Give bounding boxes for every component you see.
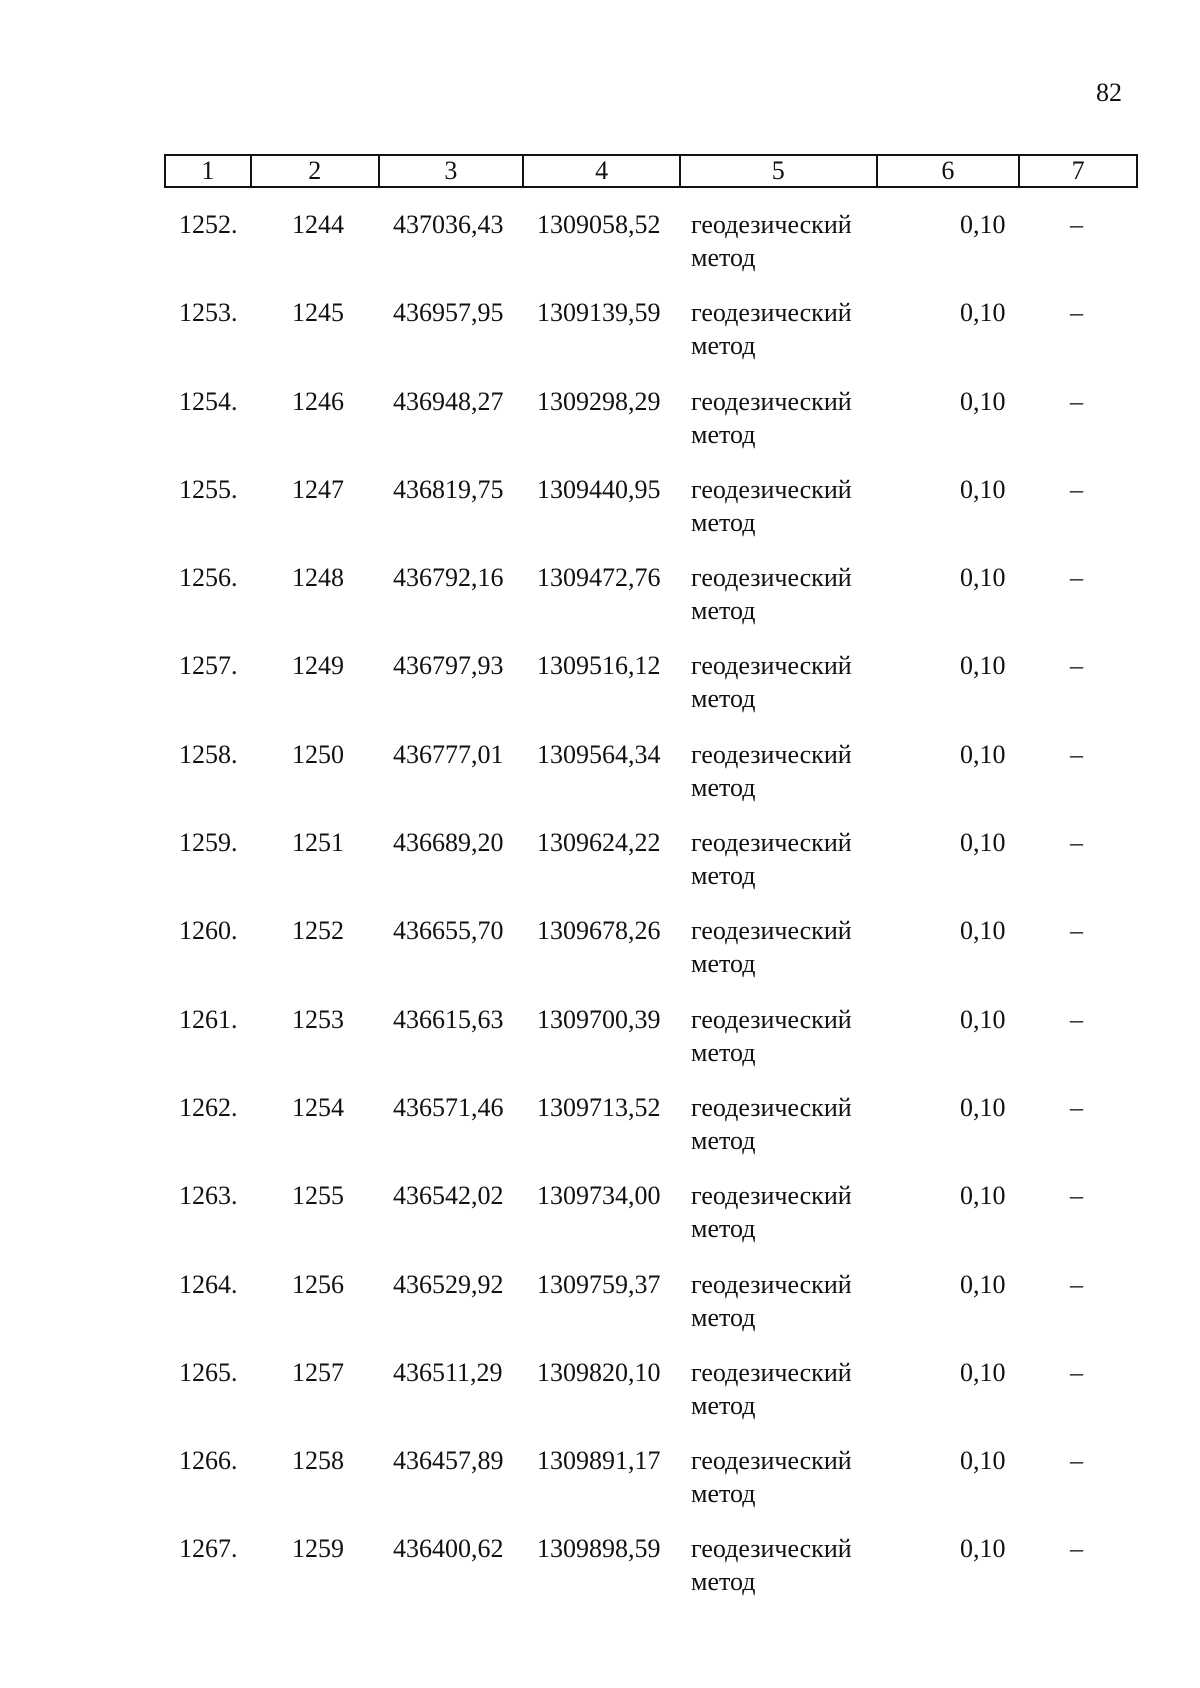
method-cell	[691, 1003, 891, 1069]
method-line-2: метод	[691, 772, 756, 802]
x-coordinate-cell: 437036,43	[393, 210, 504, 239]
method-line-2: метод	[691, 1390, 756, 1420]
method-line-1: геодезический	[691, 298, 852, 328]
accuracy-cell: 0,10	[960, 210, 1006, 239]
point-number-cell: 1246	[292, 386, 344, 416]
method-line-1: геодезический	[691, 828, 852, 858]
y-coordinate-cell: 1309759,37	[537, 1269, 661, 1299]
y-coordinate-cell: 1309472,76	[537, 563, 661, 593]
accuracy-cell: 0,10	[960, 563, 1006, 593]
method-cell	[691, 1268, 891, 1334]
header-cell-1: 1	[166, 156, 252, 186]
method-cell	[691, 738, 891, 804]
note-cell: –	[1070, 1269, 1083, 1299]
x-coordinate-cell: 436400,62	[393, 1534, 504, 1564]
x-coordinate-cell: 436615,63	[393, 1004, 504, 1034]
method-cell	[691, 1091, 891, 1157]
y-coordinate-cell: 1309564,34	[537, 739, 661, 769]
method-line-2: метод	[691, 1214, 756, 1244]
row-number-cell: 1262.	[179, 1092, 238, 1122]
note-cell: –	[1070, 828, 1083, 858]
method-line-1: геодезический	[691, 386, 852, 416]
method-line-1: геодезический	[691, 210, 852, 239]
method-line-2: метод	[691, 1567, 756, 1597]
point-number-cell: 1244	[292, 210, 344, 239]
table-row	[164, 649, 1138, 737]
row-number-cell: 1254.	[179, 386, 238, 416]
note-cell: –	[1070, 1092, 1083, 1122]
table-row	[164, 738, 1138, 826]
y-coordinate-cell: 1309891,17	[537, 1446, 661, 1476]
method-line-1: геодезический	[691, 916, 852, 946]
accuracy-cell: 0,10	[960, 1269, 1006, 1299]
method-line-1: геодезический	[691, 1092, 852, 1122]
method-line-2: метод	[691, 1479, 756, 1509]
point-number-cell: 1255	[292, 1181, 344, 1211]
table-row	[164, 1091, 1138, 1179]
row-number-cell: 1267.	[179, 1534, 238, 1564]
row-number-cell: 1263.	[179, 1181, 238, 1211]
point-number-cell: 1252	[292, 916, 344, 946]
note-cell: –	[1070, 651, 1083, 681]
method-line-1: геодезический	[691, 1446, 852, 1476]
table-row	[164, 1179, 1138, 1267]
x-coordinate-cell: 436792,16	[393, 563, 504, 593]
accuracy-cell: 0,10	[960, 828, 1006, 858]
x-coordinate-cell: 436957,95	[393, 298, 504, 328]
note-cell: –	[1070, 1357, 1083, 1387]
accuracy-cell: 0,10	[960, 651, 1006, 681]
x-coordinate-cell: 436655,70	[393, 916, 504, 946]
method-cell	[691, 208, 891, 274]
accuracy-cell: 0,10	[960, 1092, 1006, 1122]
method-line-1: геодезический	[691, 1534, 852, 1564]
note-cell: –	[1070, 916, 1083, 946]
table-row	[164, 296, 1138, 384]
row-number-cell: 1260.	[179, 916, 238, 946]
y-coordinate-cell: 1309898,59	[537, 1534, 661, 1564]
table-row	[164, 1268, 1138, 1356]
method-cell	[691, 385, 891, 451]
method-cell	[691, 1532, 891, 1598]
accuracy-cell: 0,10	[960, 1534, 1006, 1564]
note-cell: –	[1070, 739, 1083, 769]
method-cell	[691, 649, 891, 715]
row-number-cell: 1255.	[179, 474, 238, 504]
accuracy-cell: 0,10	[960, 916, 1006, 946]
y-coordinate-cell: 1309678,26	[537, 916, 661, 946]
row-number-cell: 1265.	[179, 1357, 238, 1387]
coordinates-table-body	[164, 208, 1138, 1621]
method-line-2: метод	[691, 1302, 756, 1332]
x-coordinate-cell: 436542,02	[393, 1181, 504, 1211]
y-coordinate-cell: 1309700,39	[537, 1004, 661, 1034]
method-line-1: геодезический	[691, 563, 852, 593]
accuracy-cell: 0,10	[960, 739, 1006, 769]
method-line-1: геодезический	[691, 1181, 852, 1211]
accuracy-cell: 0,10	[960, 1181, 1006, 1211]
method-line-2: метод	[691, 684, 756, 714]
method-cell	[691, 473, 891, 539]
note-cell: –	[1070, 474, 1083, 504]
table-row	[164, 1532, 1138, 1620]
method-line-2: метод	[691, 507, 756, 537]
y-coordinate-cell: 1309058,52	[537, 210, 661, 239]
note-cell: –	[1070, 1004, 1083, 1034]
method-line-1: геодезический	[691, 1357, 852, 1387]
point-number-cell: 1253	[292, 1004, 344, 1034]
table-row	[164, 826, 1138, 914]
y-coordinate-cell: 1309734,00	[537, 1181, 661, 1211]
point-number-cell: 1258	[292, 1446, 344, 1476]
note-cell: –	[1070, 1181, 1083, 1211]
x-coordinate-cell: 436511,29	[393, 1357, 503, 1387]
method-line-2: метод	[691, 861, 756, 891]
x-coordinate-cell: 436797,93	[393, 651, 504, 681]
x-coordinate-cell: 436529,92	[393, 1269, 504, 1299]
table-row	[164, 561, 1138, 649]
note-cell: –	[1070, 1446, 1083, 1476]
method-line-1: геодезический	[691, 474, 852, 504]
table-row	[164, 914, 1138, 1002]
note-cell: –	[1070, 210, 1083, 239]
method-line-2: метод	[691, 243, 756, 272]
y-coordinate-cell: 1309440,95	[537, 474, 661, 504]
method-cell	[691, 1444, 891, 1510]
header-cell-6: 6	[878, 156, 1021, 186]
note-cell: –	[1070, 386, 1083, 416]
header-cell-3: 3	[380, 156, 525, 186]
accuracy-cell: 0,10	[960, 386, 1006, 416]
x-coordinate-cell: 436457,89	[393, 1446, 504, 1476]
header-cell-2: 2	[252, 156, 380, 186]
table-row	[164, 385, 1138, 473]
method-cell	[691, 1356, 891, 1422]
method-cell	[691, 561, 891, 627]
row-number-cell: 1252.	[179, 210, 238, 239]
header-cell-4: 4	[524, 156, 681, 186]
y-coordinate-cell: 1309516,12	[537, 651, 661, 681]
method-line-2: метод	[691, 331, 756, 361]
method-line-2: метод	[691, 596, 756, 626]
point-number-cell: 1257	[292, 1357, 344, 1387]
row-number-cell: 1258.	[179, 739, 238, 769]
point-number-cell: 1247	[292, 474, 344, 504]
y-coordinate-cell: 1309139,59	[537, 298, 661, 328]
method-line-1: геодезический	[691, 1004, 852, 1034]
note-cell: –	[1070, 563, 1083, 593]
accuracy-cell: 0,10	[960, 1357, 1006, 1387]
point-number-cell: 1248	[292, 563, 344, 593]
accuracy-cell: 0,10	[960, 1446, 1006, 1476]
method-line-1: геодезический	[691, 651, 852, 681]
row-number-cell: 1259.	[179, 828, 238, 858]
y-coordinate-cell: 1309624,22	[537, 828, 661, 858]
table-row	[164, 1356, 1138, 1444]
x-coordinate-cell: 436689,20	[393, 828, 504, 858]
method-cell	[691, 914, 891, 980]
table-row	[164, 208, 1138, 296]
row-number-cell: 1261.	[179, 1004, 238, 1034]
page-number: 82	[1096, 78, 1122, 107]
y-coordinate-cell: 1309820,10	[537, 1357, 661, 1387]
table-row	[164, 1003, 1138, 1091]
point-number-cell: 1245	[292, 298, 344, 328]
note-cell: –	[1070, 298, 1083, 328]
row-number-cell: 1257.	[179, 651, 238, 681]
column-number-header	[164, 154, 1138, 188]
point-number-cell: 1254	[292, 1092, 344, 1122]
method-line-2: метод	[691, 1125, 756, 1155]
point-number-cell: 1259	[292, 1534, 344, 1564]
method-cell	[691, 296, 891, 362]
x-coordinate-cell: 436948,27	[393, 386, 504, 416]
row-number-cell: 1256.	[179, 563, 238, 593]
method-line-2: метод	[691, 1037, 756, 1067]
row-number-cell: 1266.	[179, 1446, 238, 1476]
header-cell-7: 7	[1020, 156, 1138, 186]
point-number-cell: 1251	[292, 828, 344, 858]
accuracy-cell: 0,10	[960, 474, 1006, 504]
table-row	[164, 1444, 1138, 1532]
method-line-1: геодезический	[691, 1269, 852, 1299]
accuracy-cell: 0,10	[960, 298, 1006, 328]
accuracy-cell: 0,10	[960, 1004, 1006, 1034]
row-number-cell: 1264.	[179, 1269, 238, 1299]
x-coordinate-cell: 436777,01	[393, 739, 504, 769]
x-coordinate-cell: 436819,75	[393, 474, 504, 504]
method-line-2: метод	[691, 949, 756, 979]
point-number-cell: 1249	[292, 651, 344, 681]
x-coordinate-cell: 436571,46	[393, 1092, 504, 1122]
y-coordinate-cell: 1309298,29	[537, 386, 661, 416]
point-number-cell: 1256	[292, 1269, 344, 1299]
method-cell	[691, 826, 891, 892]
method-line-2: метод	[691, 419, 756, 449]
row-number-cell: 1253.	[179, 298, 238, 328]
table-row	[164, 473, 1138, 561]
method-line-1: геодезический	[691, 739, 852, 769]
method-cell	[691, 1179, 891, 1245]
y-coordinate-cell: 1309713,52	[537, 1092, 661, 1122]
header-cell-5: 5	[681, 156, 878, 186]
note-cell: –	[1070, 1534, 1083, 1564]
point-number-cell: 1250	[292, 739, 344, 769]
